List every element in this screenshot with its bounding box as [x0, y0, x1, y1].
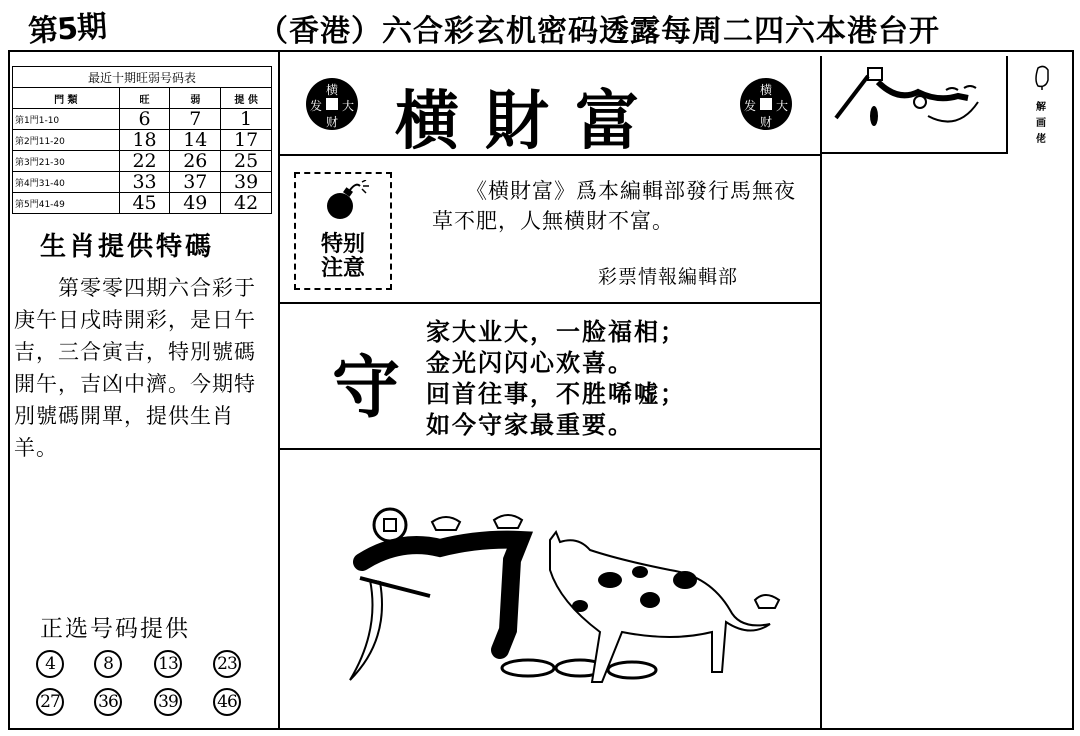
pick-number: 8 [94, 650, 122, 678]
table-caption: 最近十期旺弱号码表 [13, 67, 272, 88]
picks-title: 正选号码提供 [40, 616, 190, 642]
row-label: 第5門41-49 [13, 193, 120, 214]
cell-weak: 7 [170, 109, 221, 130]
cell-provided: 17 [221, 130, 272, 151]
pointing-hand-icon [1032, 64, 1052, 92]
table-row [13, 109, 272, 130]
cell-strong: 18 [119, 130, 170, 151]
coin-char: 横 [760, 83, 773, 97]
poem-key-char: 守 [332, 348, 401, 428]
pick-number: 36 [94, 688, 122, 716]
notice-label-line: 注意 [320, 255, 365, 281]
table-row [13, 130, 272, 151]
coin-icon [740, 78, 792, 130]
cell-provided: 25 [221, 151, 272, 172]
row-label: 第1門1-10 [13, 109, 120, 130]
coin-char: 大 [776, 99, 789, 113]
row-label: 第3門21-30 [13, 151, 120, 172]
zodiac-title: 生肖提供特碼 [40, 232, 215, 262]
coin-char: 财 [326, 115, 339, 129]
intro-text: 《横財富》爲本編輯部發行馬無夜草不肥，人無横財不富。 [432, 179, 796, 233]
coin-char: 发 [744, 99, 757, 113]
pick-number: 39 [154, 688, 182, 716]
notice-label-line: 特别 [320, 231, 365, 257]
coin-icon [306, 78, 358, 130]
poem-line: 家大业大，一脸福相； [426, 317, 686, 346]
pick-number: 46 [213, 688, 241, 716]
cell-weak: 37 [170, 172, 221, 193]
col-header: 門 類 [13, 88, 120, 109]
coin-char: 发 [310, 99, 323, 113]
riddle-illustration [340, 500, 790, 700]
row-label: 第2門11-20 [13, 130, 120, 151]
divider [280, 448, 822, 450]
cell-strong: 33 [119, 172, 170, 193]
brand-title: 横財富 [395, 84, 665, 159]
col-header: 旺 [119, 88, 170, 109]
cell-provided: 39 [221, 172, 272, 193]
coin-char: 横 [326, 83, 339, 97]
pick-number: 23 [213, 650, 241, 678]
pick-number: 27 [36, 688, 64, 716]
bomb-icon [322, 180, 372, 222]
poem-line: 回首往事，不胜唏嘘； [426, 379, 686, 408]
zodiac-text: 第零零四期六合彩于庚午日戌時開彩，是日午吉，三合寅吉，特別號碼開午，吉凶中濟。今期特別號碼開單，提供生肖羊。 [14, 276, 256, 460]
table-row [13, 193, 272, 214]
divider [280, 302, 822, 304]
riddle-sketch [828, 62, 1004, 148]
table-row [13, 172, 272, 193]
row-label: 第4門31-40 [13, 172, 120, 193]
col-header: 弱 [170, 88, 221, 109]
cell-strong: 22 [119, 151, 170, 172]
coin-char: 财 [760, 115, 773, 129]
table-row [13, 151, 272, 172]
cell-weak: 49 [170, 193, 221, 214]
pick-number: 13 [154, 650, 182, 678]
issue-number: 第5期 [27, 9, 108, 50]
poem [426, 316, 686, 440]
divider [820, 56, 822, 730]
cell-strong: 6 [119, 109, 170, 130]
poem-line: 如今守家最重要。 [426, 410, 634, 439]
cell-provided: 42 [221, 193, 272, 214]
cell-weak: 14 [170, 130, 221, 151]
poem-line: 金光闪闪心欢喜。 [426, 348, 634, 377]
headline: （香港）六合彩玄机密码透露每周二四六本港台开 [258, 14, 940, 49]
col-header: 提 供 [221, 88, 272, 109]
cell-weak: 26 [170, 151, 221, 172]
riddle-label: 解画佬 [1036, 102, 1046, 145]
coin-char: 大 [342, 99, 355, 113]
history-table [12, 66, 272, 214]
cell-strong: 45 [119, 193, 170, 214]
pick-number: 4 [36, 650, 64, 678]
intro-signature: 彩票情報編輯部 [598, 266, 739, 288]
notice-label [302, 232, 384, 280]
cell-provided: 1 [221, 109, 272, 130]
